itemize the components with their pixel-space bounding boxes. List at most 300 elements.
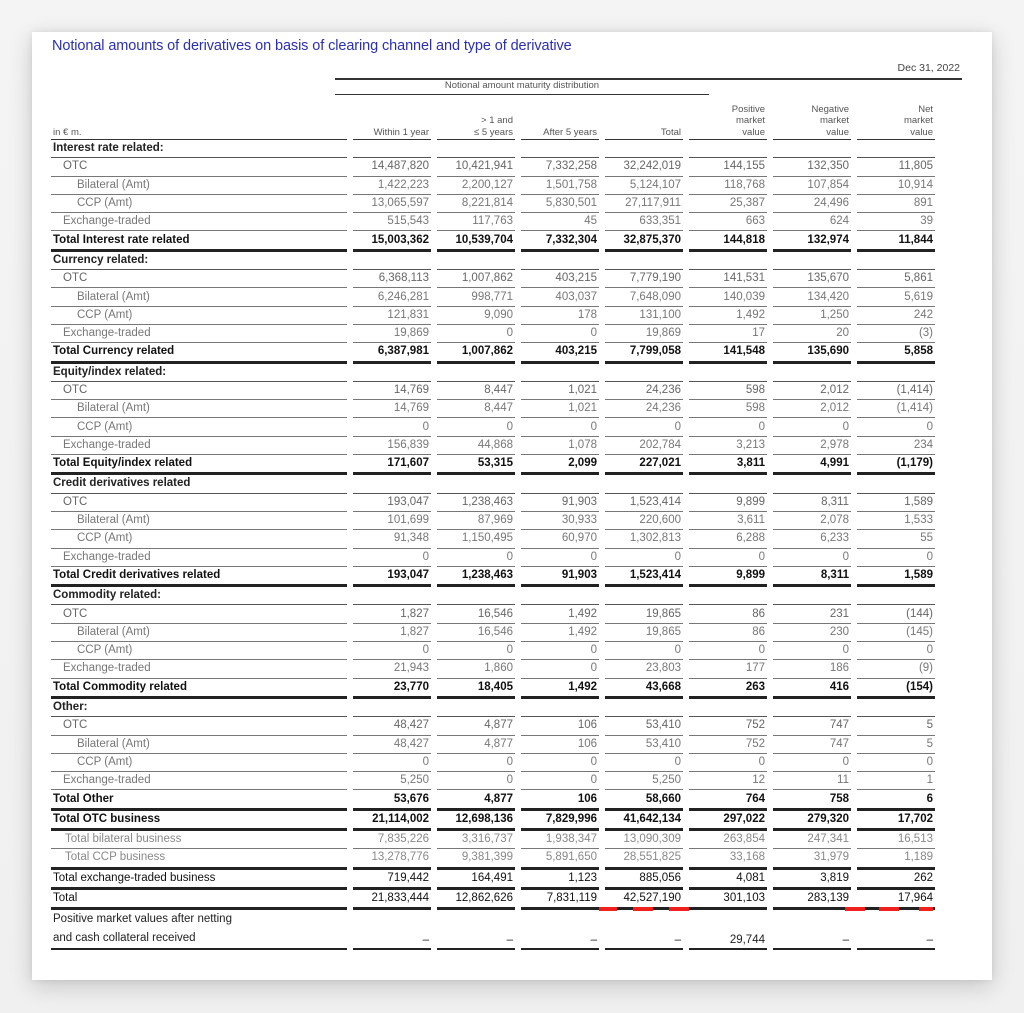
cell-value: 598 (689, 382, 767, 400)
cell-value: 132,974 (773, 231, 851, 251)
cell-value: (154) (857, 679, 935, 699)
row-label: Equity/index related: (51, 364, 347, 382)
cell-value: 885,056 (605, 870, 683, 890)
cell-value: 1,523,414 (605, 567, 683, 587)
table-row (51, 177, 935, 195)
row-label: Bilateral (Amt) (51, 177, 347, 195)
table-title: Notional amounts of derivatives on basis of clearing channel and type of derivative (52, 38, 572, 54)
cell-value: 144,818 (689, 231, 767, 251)
row-label: CCP (Amt) (51, 754, 347, 772)
cell-value: 86 (689, 605, 767, 623)
cell-value: 283,139 (773, 890, 851, 910)
row-label: Exchange-traded (51, 772, 347, 790)
cell-value (353, 252, 431, 270)
cell-value: 301,103 (689, 890, 767, 910)
cell-value (773, 140, 851, 158)
cell-value: 263,854 (689, 831, 767, 849)
cell-value: 107,854 (773, 177, 851, 195)
cell-value: – (521, 910, 599, 950)
cell-value: 9,090 (437, 307, 515, 325)
row-label: OTC (51, 494, 347, 512)
cell-value: 24,236 (605, 382, 683, 400)
cell-value: 0 (521, 660, 599, 678)
section-total-row (51, 343, 935, 363)
cell-value (689, 364, 767, 382)
cell-value: 2,978 (773, 437, 851, 455)
cell-value: 1,501,758 (521, 177, 599, 195)
cell-value: 230 (773, 624, 851, 642)
table-row (51, 736, 935, 754)
cell-value (521, 364, 599, 382)
cell-value: 19,865 (605, 605, 683, 623)
cell-value: 43,668 (605, 679, 683, 699)
cell-value: 14,769 (353, 382, 431, 400)
cell-value: 25,387 (689, 195, 767, 213)
cell-value: 3,811 (689, 455, 767, 475)
cell-value (437, 140, 515, 158)
cell-value: 53,410 (605, 717, 683, 735)
cell-value: 117,763 (437, 213, 515, 231)
cell-value: 164,491 (437, 870, 515, 890)
cell-value: 0 (353, 642, 431, 660)
cell-value: 4,877 (437, 790, 515, 810)
cell-value: 86 (689, 624, 767, 642)
cell-value: 1,860 (437, 660, 515, 678)
cell-value: 14,769 (353, 400, 431, 418)
cell-value: 91,903 (521, 494, 599, 512)
table-row (51, 437, 935, 455)
cell-value (857, 140, 935, 158)
cell-value: – (857, 910, 935, 950)
row-label: OTC (51, 382, 347, 400)
cell-value: 0 (437, 754, 515, 772)
table-row (51, 325, 935, 343)
cell-value: 15,003,362 (353, 231, 431, 251)
cell-value: 6 (857, 790, 935, 810)
cell-value: 87,969 (437, 512, 515, 530)
cell-value: 1,021 (521, 400, 599, 418)
cell-value: 0 (353, 418, 431, 436)
cell-value (689, 475, 767, 493)
col-1-to-5-years: > 1 and ≤ 5 years (437, 94, 515, 140)
column-header-row (51, 94, 935, 140)
cell-value: 60,970 (521, 530, 599, 548)
cell-value: 0 (437, 642, 515, 660)
cell-value: 1,007,862 (437, 343, 515, 363)
cell-value: 0 (605, 754, 683, 772)
cell-value: 13,090,309 (605, 831, 683, 849)
cell-value: 3,316,737 (437, 831, 515, 849)
cell-value: 7,648,090 (605, 288, 683, 306)
cell-value: 719,442 (353, 870, 431, 890)
cell-value: 0 (437, 325, 515, 343)
document-page (32, 32, 992, 980)
row-label: Bilateral (Amt) (51, 624, 347, 642)
cell-value: 1,078 (521, 437, 599, 455)
cell-value: 33,168 (689, 849, 767, 869)
cell-value: 1,123 (521, 870, 599, 890)
cell-value: 23,803 (605, 660, 683, 678)
row-label: Total Currency related (51, 343, 347, 363)
cell-value: 6,387,981 (353, 343, 431, 363)
cell-value: 41,642,134 (605, 811, 683, 831)
cell-value: 7,835,226 (353, 831, 431, 849)
cell-value: 193,047 (353, 567, 431, 587)
cell-value: 0 (605, 642, 683, 660)
cell-value: 9,899 (689, 567, 767, 587)
cell-value (605, 699, 683, 717)
col-within-1-year: Within 1 year (353, 94, 431, 140)
cell-value (689, 587, 767, 605)
col-unit: in € m. (51, 94, 347, 140)
cell-value: 21,943 (353, 660, 431, 678)
cell-value: – (353, 910, 431, 950)
cell-value: (145) (857, 624, 935, 642)
cell-value (689, 252, 767, 270)
cell-value: 242 (857, 307, 935, 325)
table-row (51, 754, 935, 772)
cell-value: 1,007,862 (437, 270, 515, 288)
row-label: Currency related: (51, 252, 347, 270)
col-after-5-years: After 5 years (521, 94, 599, 140)
cell-value: 121,831 (353, 307, 431, 325)
cell-value: 21,833,444 (353, 890, 431, 910)
cell-value: 141,548 (689, 343, 767, 363)
row-label: Bilateral (Amt) (51, 736, 347, 754)
cell-value: 7,829,996 (521, 811, 599, 831)
cell-value: 39 (857, 213, 935, 231)
cell-value: 48,427 (353, 736, 431, 754)
cell-value: 3,819 (773, 870, 851, 890)
cell-value: 1,238,463 (437, 567, 515, 587)
cell-value: 134,420 (773, 288, 851, 306)
cell-value: 29,744 (689, 910, 767, 950)
cell-value: 106 (521, 717, 599, 735)
cell-value: 44,868 (437, 437, 515, 455)
cell-value: 21,114,002 (353, 811, 431, 831)
cell-value: 1,589 (857, 567, 935, 587)
cell-value: 0 (437, 418, 515, 436)
row-label: Exchange-traded (51, 660, 347, 678)
row-label: OTC (51, 717, 347, 735)
cell-value: 1,492 (689, 307, 767, 325)
cell-value: 403,215 (521, 343, 599, 363)
cell-value: 747 (773, 717, 851, 735)
cell-value: (1,179) (857, 455, 935, 475)
table-body (51, 140, 935, 950)
cell-value: 8,311 (773, 567, 851, 587)
cell-value (521, 252, 599, 270)
row-label (51, 910, 347, 950)
cell-value: 0 (773, 418, 851, 436)
cell-value: 633,351 (605, 213, 683, 231)
cell-value: 10,421,941 (437, 158, 515, 176)
cell-value: 9,899 (689, 494, 767, 512)
cell-value: 14,487,820 (353, 158, 431, 176)
cell-value: 0 (857, 754, 935, 772)
cell-value: 53,410 (605, 736, 683, 754)
cell-value: 998,771 (437, 288, 515, 306)
cell-value: 0 (857, 549, 935, 567)
cell-value: 2,012 (773, 382, 851, 400)
cell-value (773, 475, 851, 493)
table-row (51, 382, 935, 400)
row-label-line-2: and cash collateral received (53, 932, 196, 945)
cell-value: 1,523,414 (605, 494, 683, 512)
row-label: Exchange-traded (51, 549, 347, 567)
cell-value (353, 364, 431, 382)
cell-value: 20 (773, 325, 851, 343)
cell-value: 0 (353, 754, 431, 772)
cell-value: 3,213 (689, 437, 767, 455)
cell-value (437, 587, 515, 605)
section-total-row (51, 790, 935, 810)
cell-value (521, 699, 599, 717)
section-total-row (51, 455, 935, 475)
cell-value: 118,768 (689, 177, 767, 195)
annotation-underline (879, 907, 899, 911)
annotation-underline (669, 907, 689, 911)
section-heading-row (51, 587, 935, 605)
col-positive-market-value: Positive market value (689, 94, 767, 140)
cell-value: 2,012 (773, 400, 851, 418)
table-row (51, 418, 935, 436)
cell-value: 0 (689, 549, 767, 567)
section-heading-row (51, 699, 935, 717)
cell-value: 202,784 (605, 437, 683, 455)
table-row (51, 660, 935, 678)
col-total: Total (605, 94, 683, 140)
cell-value: 13,278,776 (353, 849, 431, 869)
cell-value: 45 (521, 213, 599, 231)
table-row (51, 772, 935, 790)
cell-value: 53,315 (437, 455, 515, 475)
report-date: Dec 31, 2022 (897, 62, 960, 74)
cell-value: 23,770 (353, 679, 431, 699)
cell-value: 18,405 (437, 679, 515, 699)
cell-value: 1,938,347 (521, 831, 599, 849)
row-label: Exchange-traded (51, 213, 347, 231)
cell-value: 5,124,107 (605, 177, 683, 195)
cell-value: 1,250 (773, 307, 851, 325)
cell-value: 6,288 (689, 530, 767, 548)
cell-value: 10,914 (857, 177, 935, 195)
cell-value: 32,242,019 (605, 158, 683, 176)
section-total-row (51, 679, 935, 699)
cell-value (605, 140, 683, 158)
cell-value: 171,607 (353, 455, 431, 475)
cell-value: 156,839 (353, 437, 431, 455)
cell-value (521, 587, 599, 605)
cell-value (437, 699, 515, 717)
cell-value: 12 (689, 772, 767, 790)
cell-value: 247,341 (773, 831, 851, 849)
cell-value: 1 (857, 772, 935, 790)
cell-value (437, 475, 515, 493)
cell-value: 0 (773, 549, 851, 567)
cell-value: 0 (521, 418, 599, 436)
section-heading-row (51, 252, 935, 270)
row-label: Commodity related: (51, 587, 347, 605)
cell-value: 19,865 (605, 624, 683, 642)
cell-value: 279,320 (773, 811, 851, 831)
cell-value: 19,869 (605, 325, 683, 343)
table-row (51, 158, 935, 176)
cell-value: 10,539,704 (437, 231, 515, 251)
cell-value: 891 (857, 195, 935, 213)
cell-value: 24,496 (773, 195, 851, 213)
positive-mv-after-netting-row (51, 910, 935, 950)
cell-value (605, 364, 683, 382)
cell-value: 0 (773, 754, 851, 772)
cell-value: 144,155 (689, 158, 767, 176)
cell-value: 0 (521, 772, 599, 790)
cell-value: 0 (605, 549, 683, 567)
cell-value: 1,827 (353, 624, 431, 642)
row-label: Total Other (51, 790, 347, 810)
cell-value: 5,861 (857, 270, 935, 288)
cell-value: 27,117,911 (605, 195, 683, 213)
cell-value: 8,311 (773, 494, 851, 512)
cell-value (773, 364, 851, 382)
cell-value: 5,250 (353, 772, 431, 790)
col-negative-market-value: Negative market value (773, 94, 851, 140)
row-label: Exchange-traded (51, 437, 347, 455)
cell-value: 13,065,597 (353, 195, 431, 213)
cell-value: 5,891,650 (521, 849, 599, 869)
section-heading-row (51, 475, 935, 493)
cell-value: 7,332,258 (521, 158, 599, 176)
cell-value: 1,150,495 (437, 530, 515, 548)
cell-value: (1,414) (857, 400, 935, 418)
row-label: Total (51, 890, 347, 910)
cell-value: 8,447 (437, 400, 515, 418)
row-label: Credit derivatives related (51, 475, 347, 493)
cell-value: (9) (857, 660, 935, 678)
cell-value: 7,799,058 (605, 343, 683, 363)
cell-value (605, 252, 683, 270)
cell-value: 132,350 (773, 158, 851, 176)
grand-total-row (51, 890, 935, 910)
total-bilateral-row (51, 831, 935, 849)
cell-value: 58,660 (605, 790, 683, 810)
table-row (51, 288, 935, 306)
cell-value (437, 252, 515, 270)
cell-value: 186 (773, 660, 851, 678)
cell-value: (144) (857, 605, 935, 623)
cell-value: 4,877 (437, 717, 515, 735)
maturity-group-header: Notional amount maturity distribution (444, 80, 600, 91)
cell-value: 1,827 (353, 605, 431, 623)
table-row (51, 270, 935, 288)
table-row (51, 307, 935, 325)
cell-value: – (773, 910, 851, 950)
section-total-row (51, 567, 935, 587)
cell-value: 0 (353, 549, 431, 567)
cell-value: 6,233 (773, 530, 851, 548)
cell-value: 2,078 (773, 512, 851, 530)
cell-value: 135,670 (773, 270, 851, 288)
row-label: Bilateral (Amt) (51, 288, 347, 306)
cell-value (521, 140, 599, 158)
cell-value: 32,875,370 (605, 231, 683, 251)
cell-value: 3,611 (689, 512, 767, 530)
cell-value: 55 (857, 530, 935, 548)
cell-value: (3) (857, 325, 935, 343)
cell-value: 0 (437, 772, 515, 790)
section-heading-row (51, 364, 935, 382)
cell-value: 8,221,814 (437, 195, 515, 213)
cell-value: 16,513 (857, 831, 935, 849)
cell-value: 0 (605, 418, 683, 436)
cell-value (689, 699, 767, 717)
cell-value: 227,021 (605, 455, 683, 475)
cell-value: 5 (857, 717, 935, 735)
cell-value (605, 475, 683, 493)
col-net-market-value: Net market value (857, 94, 935, 140)
cell-value: 0 (773, 642, 851, 660)
row-label: Interest rate related: (51, 140, 347, 158)
cell-value: 177 (689, 660, 767, 678)
cell-value: 403,037 (521, 288, 599, 306)
cell-value: 106 (521, 790, 599, 810)
cell-value: 0 (689, 754, 767, 772)
cell-value (353, 140, 431, 158)
total-otc-row (51, 811, 935, 831)
cell-value: – (605, 910, 683, 950)
cell-value: 624 (773, 213, 851, 231)
cell-value: 193,047 (353, 494, 431, 512)
cell-value: 11,844 (857, 231, 935, 251)
cell-value: 6,246,281 (353, 288, 431, 306)
cell-value: 297,022 (689, 811, 767, 831)
cell-value: 0 (521, 642, 599, 660)
cell-value: 140,039 (689, 288, 767, 306)
cell-value: (1,414) (857, 382, 935, 400)
cell-value: 106 (521, 736, 599, 754)
cell-value: 4,991 (773, 455, 851, 475)
cell-value: 11 (773, 772, 851, 790)
total-ccp-row (51, 849, 935, 869)
cell-value: 764 (689, 790, 767, 810)
cell-value: 5,619 (857, 288, 935, 306)
cell-value: 91,903 (521, 567, 599, 587)
cell-value: 42,527,190 (605, 890, 683, 910)
row-label: OTC (51, 158, 347, 176)
cell-value: 19,869 (353, 325, 431, 343)
cell-value: 17 (689, 325, 767, 343)
cell-value (857, 252, 935, 270)
row-label: Bilateral (Amt) (51, 512, 347, 530)
cell-value: 7,831,119 (521, 890, 599, 910)
section-total-row (51, 231, 935, 251)
cell-value: 17,964 (857, 890, 935, 910)
cell-value (773, 699, 851, 717)
cell-value: 12,698,136 (437, 811, 515, 831)
cell-value: 1,021 (521, 382, 599, 400)
cell-value: 1,533 (857, 512, 935, 530)
cell-value: 663 (689, 213, 767, 231)
cell-value: 1,189 (857, 849, 935, 869)
cell-value: 758 (773, 790, 851, 810)
cell-value: 5,830,501 (521, 195, 599, 213)
row-label: Other: (51, 699, 347, 717)
cell-value (605, 587, 683, 605)
cell-value: 2,099 (521, 455, 599, 475)
cell-value: 101,699 (353, 512, 431, 530)
cell-value: 515,543 (353, 213, 431, 231)
cell-value: 4,081 (689, 870, 767, 890)
